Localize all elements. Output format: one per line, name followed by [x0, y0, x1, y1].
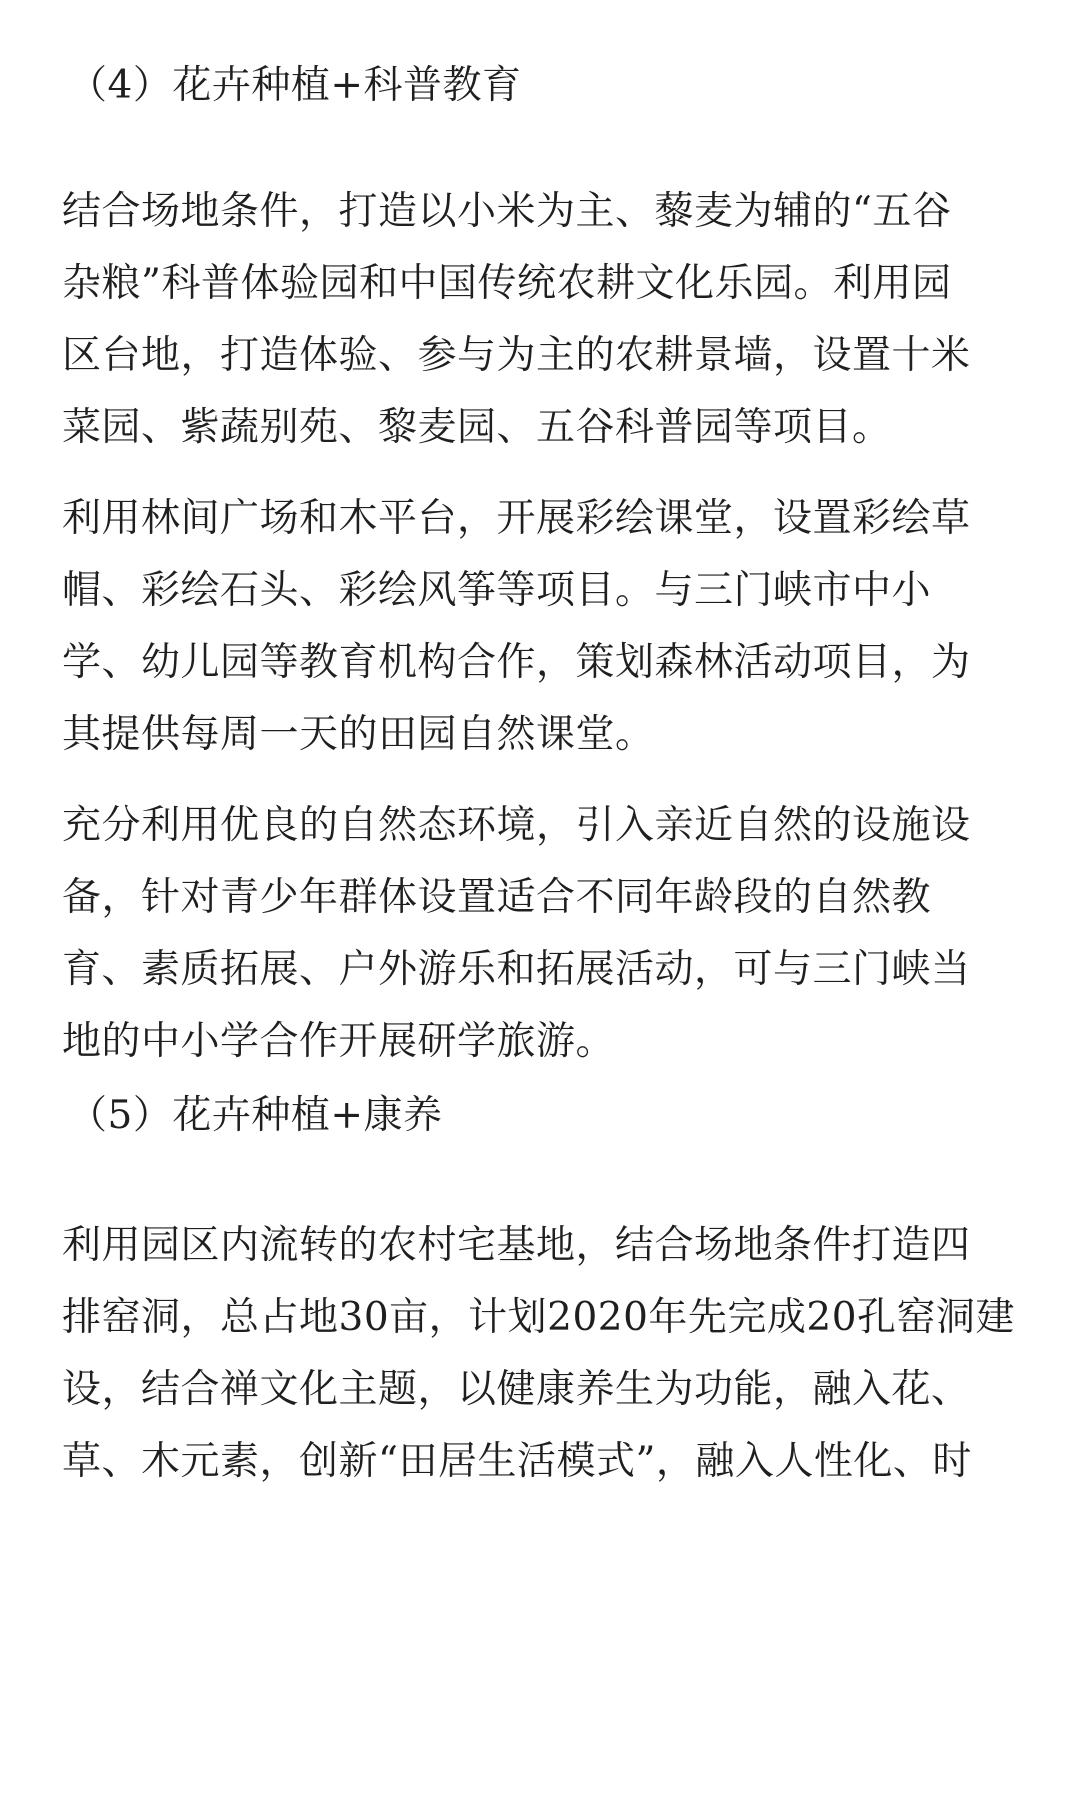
paragraph-line: 学、幼儿园等教育机构合作，策划森林活动项目，为 [62, 640, 971, 685]
paragraph-line: 其提供每周一天的田园自然课堂。 [62, 712, 655, 757]
section-4-paragraph-1 [62, 176, 1028, 464]
paragraph-line: 设，结合禅文化主题，以健康养生为功能，融入花、 [62, 1367, 971, 1412]
paragraph-line: 菜园、紫蔬别苑、黎麦园、五谷科普园等项目。 [62, 405, 892, 450]
paragraph-line: 帽、彩绘石头、彩绘风筝等项目。与三门峡市中小 [62, 568, 932, 613]
paragraph-line: 利用园区内流转的农村宅基地，结合场地条件打造四 [62, 1223, 971, 1268]
paragraph-line: 育、素质拓展、户外游乐和拓展活动，可与三门峡当 [62, 947, 971, 992]
paragraph-line: 结合场地条件，打造以小米为主、藜麦为辅的“五谷 [62, 189, 952, 234]
paragraph-line: 利用林间广场和木平台，开展彩绘课堂，设置彩绘草 [62, 496, 971, 541]
section-4-paragraph-2 [62, 483, 1028, 771]
paragraph-line: 草、木元素，创新“田居生活模式”，融入人性化、时 [62, 1439, 972, 1484]
section-4-paragraph-3 [62, 790, 1028, 1078]
paragraph-line: 充分利用优良的自然态环境，引入亲近自然的设施设 [62, 803, 971, 848]
paragraph-line: 备，针对青少年群体设置适合不同年龄段的自然教 [62, 875, 932, 920]
section-5-paragraph-1 [62, 1210, 1028, 1498]
paragraph-line: 杂粮”科普体验园和中国传统农耕文化乐园。利用园 [62, 261, 952, 306]
paragraph-line: 排窑洞，总占地30亩，计划2020年先完成20孔窑洞建 [62, 1295, 1016, 1340]
paragraph-line: 地的中小学合作开展研学旅游。 [62, 1019, 616, 1064]
section-5-heading: （5）花卉种植+康养 [68, 1093, 443, 1138]
paragraph-line: 区台地，打造体验、参与为主的农耕景墙，设置十米 [62, 333, 971, 378]
section-4-heading: （4）花卉种植+科普教育 [68, 63, 522, 108]
